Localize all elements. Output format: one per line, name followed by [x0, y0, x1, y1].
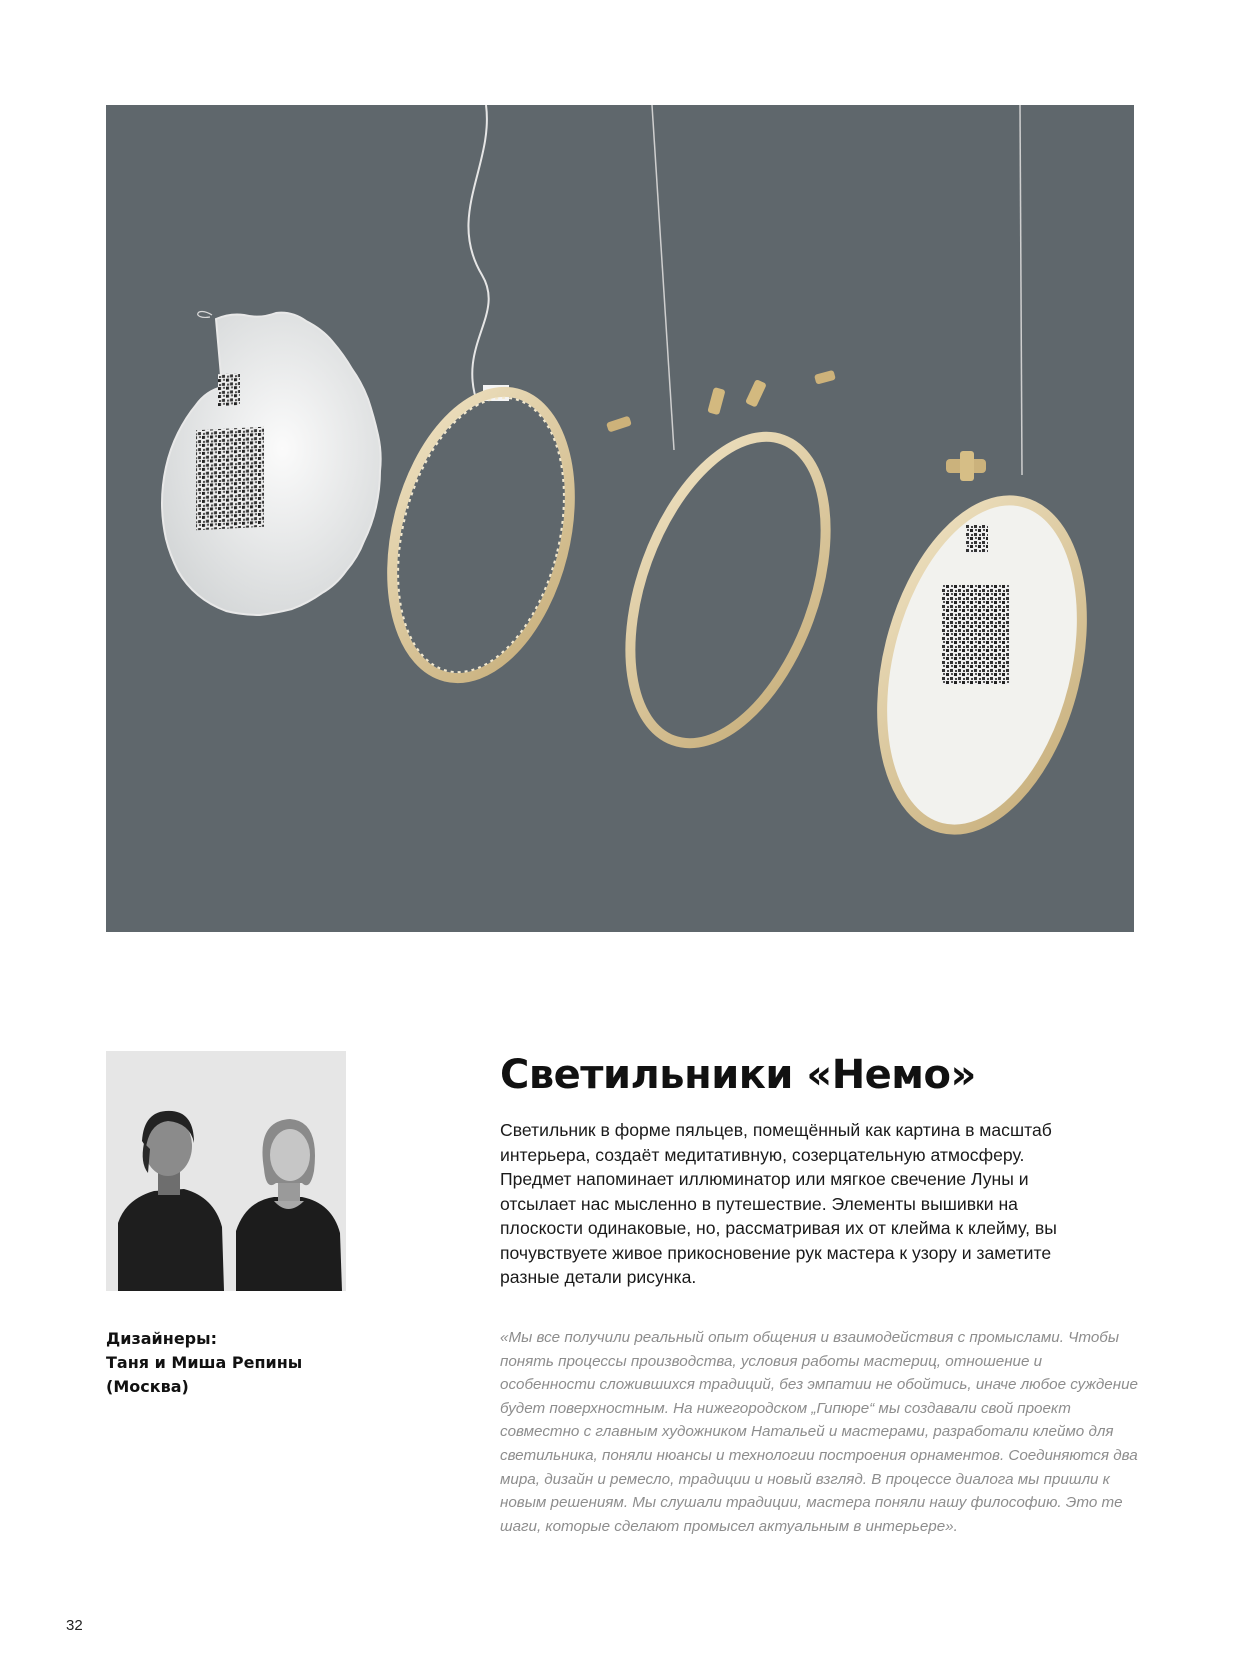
- lamp-hoop-empty: [592, 105, 863, 770]
- article-description: Светильник в форме пяльцев, помещённый как картина в масштаб интерьера, создаёт медитативную, созерцательную атмосферу. Предмет напоминает иллюминатор или мягкое свечение Луны и отсылает нас мысленно в путешествие. Элементы вышивки на плоскости одинаковые, но, рассматривая их от клейма к клейму, вы почувствуете живое прикосновение рук мастера к узору и заметите разные детали рисунка.: [500, 1120, 1057, 1287]
- page-number: 32: [66, 1617, 83, 1634]
- lamp-hoop-lit: [364, 105, 598, 697]
- article-title: Светильники «Немо»: [500, 1052, 976, 1098]
- designers-label: Дизайнеры:: [106, 1329, 217, 1348]
- designers-credit: [106, 1327, 366, 1399]
- designers-photo: [106, 1051, 346, 1291]
- product-photo: [106, 105, 1134, 932]
- lamp-hoop-embroidered: [850, 105, 1114, 851]
- designers-city: (Москва): [106, 1377, 189, 1396]
- designers-quote: «Мы все получили реальный опыт общения и взаимодействия с промыслами. Чтобы понять процессы производства, условия работы мастериц, отношение и особенности сложившихся традиций, без эмпатии не обойтись, иначе любое суждение будет поверхностным. На нижегородском „Гипюре“ мы создавали свой проект совместно с главным художником Натальей и мастерами, разработали клеймо для светильника, поняли нюансы и технологии построения орнаментов. Соединяются два мира, дизайн и ремесло, традиции и новый взгляд. В процессе диалога мы пришли к новым решениям. Мы слушали традиции, мастера поняли нашу философию. Это те шаги, которые сделают промысел актуальным в интерьере».: [500, 1329, 1138, 1535]
- lamp-fabric-disc: [162, 312, 381, 615]
- designers-names: Таня и Миша Репины: [106, 1353, 303, 1372]
